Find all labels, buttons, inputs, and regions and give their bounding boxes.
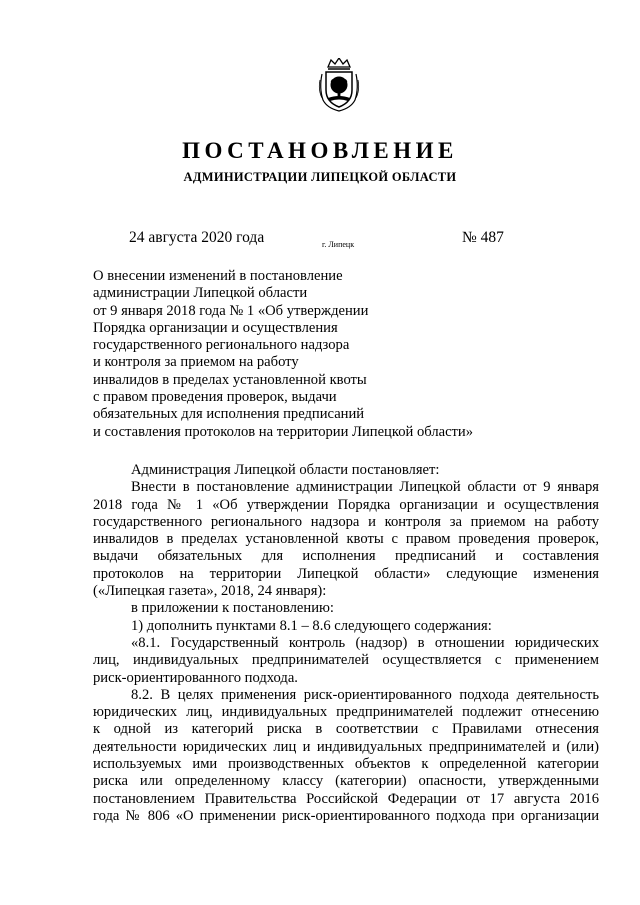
document-city: г. Липецк xyxy=(322,240,355,249)
body-line: («Липецкая газета», 2018, 24 января): xyxy=(93,583,327,600)
coat-of-arms-icon xyxy=(318,58,360,112)
body-line: инвалидов в пределах установленной квоты с правом проведения проверок, xyxy=(93,531,599,548)
subject-line: и контроля за приемом на работу xyxy=(93,354,299,371)
document-date: 24 августа 2020 года xyxy=(129,229,265,246)
body-line: года № 806 «О применении риск-ориентированного подхода при организации xyxy=(93,807,599,824)
subject-line: обязательных для исполнения предписаний xyxy=(93,406,365,423)
body-line: риска или определенному классу (категории) опасности, утвержденными xyxy=(93,773,599,790)
body-line: деятельности юридических лиц и индивидуальных предпринимателей и (или) xyxy=(93,738,599,755)
body-line: лиц, индивидуальных предпринимателей осуществляется с применением xyxy=(93,652,599,669)
subject-line: О внесении изменений в постановление xyxy=(93,268,343,284)
body-line: государственного регионального надзора и контроля за приемом на работу xyxy=(93,513,599,530)
document-subject xyxy=(93,268,473,441)
body-line: 8.2. В целях применения риск-ориентированного подхода деятельность xyxy=(131,686,599,703)
document-number: № 487 xyxy=(462,229,504,246)
subject-line: Порядка организации и осуществления xyxy=(93,319,338,336)
body-line: юридических лиц, индивидуальных предпринимателей подлежит отнесению xyxy=(93,704,599,721)
body-line: протоколов на территории Липецкой области» следующие изменения xyxy=(93,565,599,582)
issuing-authority: АДМИНИСТРАЦИИ ЛИПЕЦКОЙ ОБЛАСТИ xyxy=(183,170,457,184)
body-line: постановлением Правительства Российской Федерации от 17 августа 2016 xyxy=(93,790,599,807)
document-title: ПОСТАНОВЛЕНИЕ xyxy=(182,138,458,163)
body-line: в приложении к постановлению: xyxy=(131,600,334,617)
body-line: 1) дополнить пунктами 8.1 – 8.6 следующего содержания: xyxy=(131,617,492,634)
body-line: Администрация Липецкой области постановляет: xyxy=(131,462,440,478)
document-body xyxy=(93,462,599,825)
subject-line: инвалидов в пределах установленной квоты xyxy=(93,371,367,388)
body-line: 2018 года № 1 «Об утверждении Порядка организации и осуществления xyxy=(93,496,599,513)
body-line: Внести в постановление администрации Липецкой области от 9 января xyxy=(131,479,599,496)
subject-line: и составления протоколов на территории Липецкой области» xyxy=(93,423,474,440)
subject-line: с правом проведения проверок, выдачи xyxy=(93,389,337,406)
subject-line: государственного регионального надзора xyxy=(93,337,350,354)
body-line: риск-ориентированного подхода. xyxy=(93,669,298,686)
body-line: используемых ими производственных объектов к определенной категории xyxy=(93,756,599,773)
subject-line: администрации Липецкой области xyxy=(93,285,308,302)
subject-line: от 9 января 2018 года № 1 «Об утверждении xyxy=(93,302,369,319)
body-line: «8.1. Государственный контроль (надзор) в отношении юридических xyxy=(131,634,599,651)
body-line: выдачи обязательных для исполнения предписаний и составления xyxy=(93,548,599,565)
body-line: к одной из категорий риска в соответствии с Правилами отнесения xyxy=(93,721,599,738)
